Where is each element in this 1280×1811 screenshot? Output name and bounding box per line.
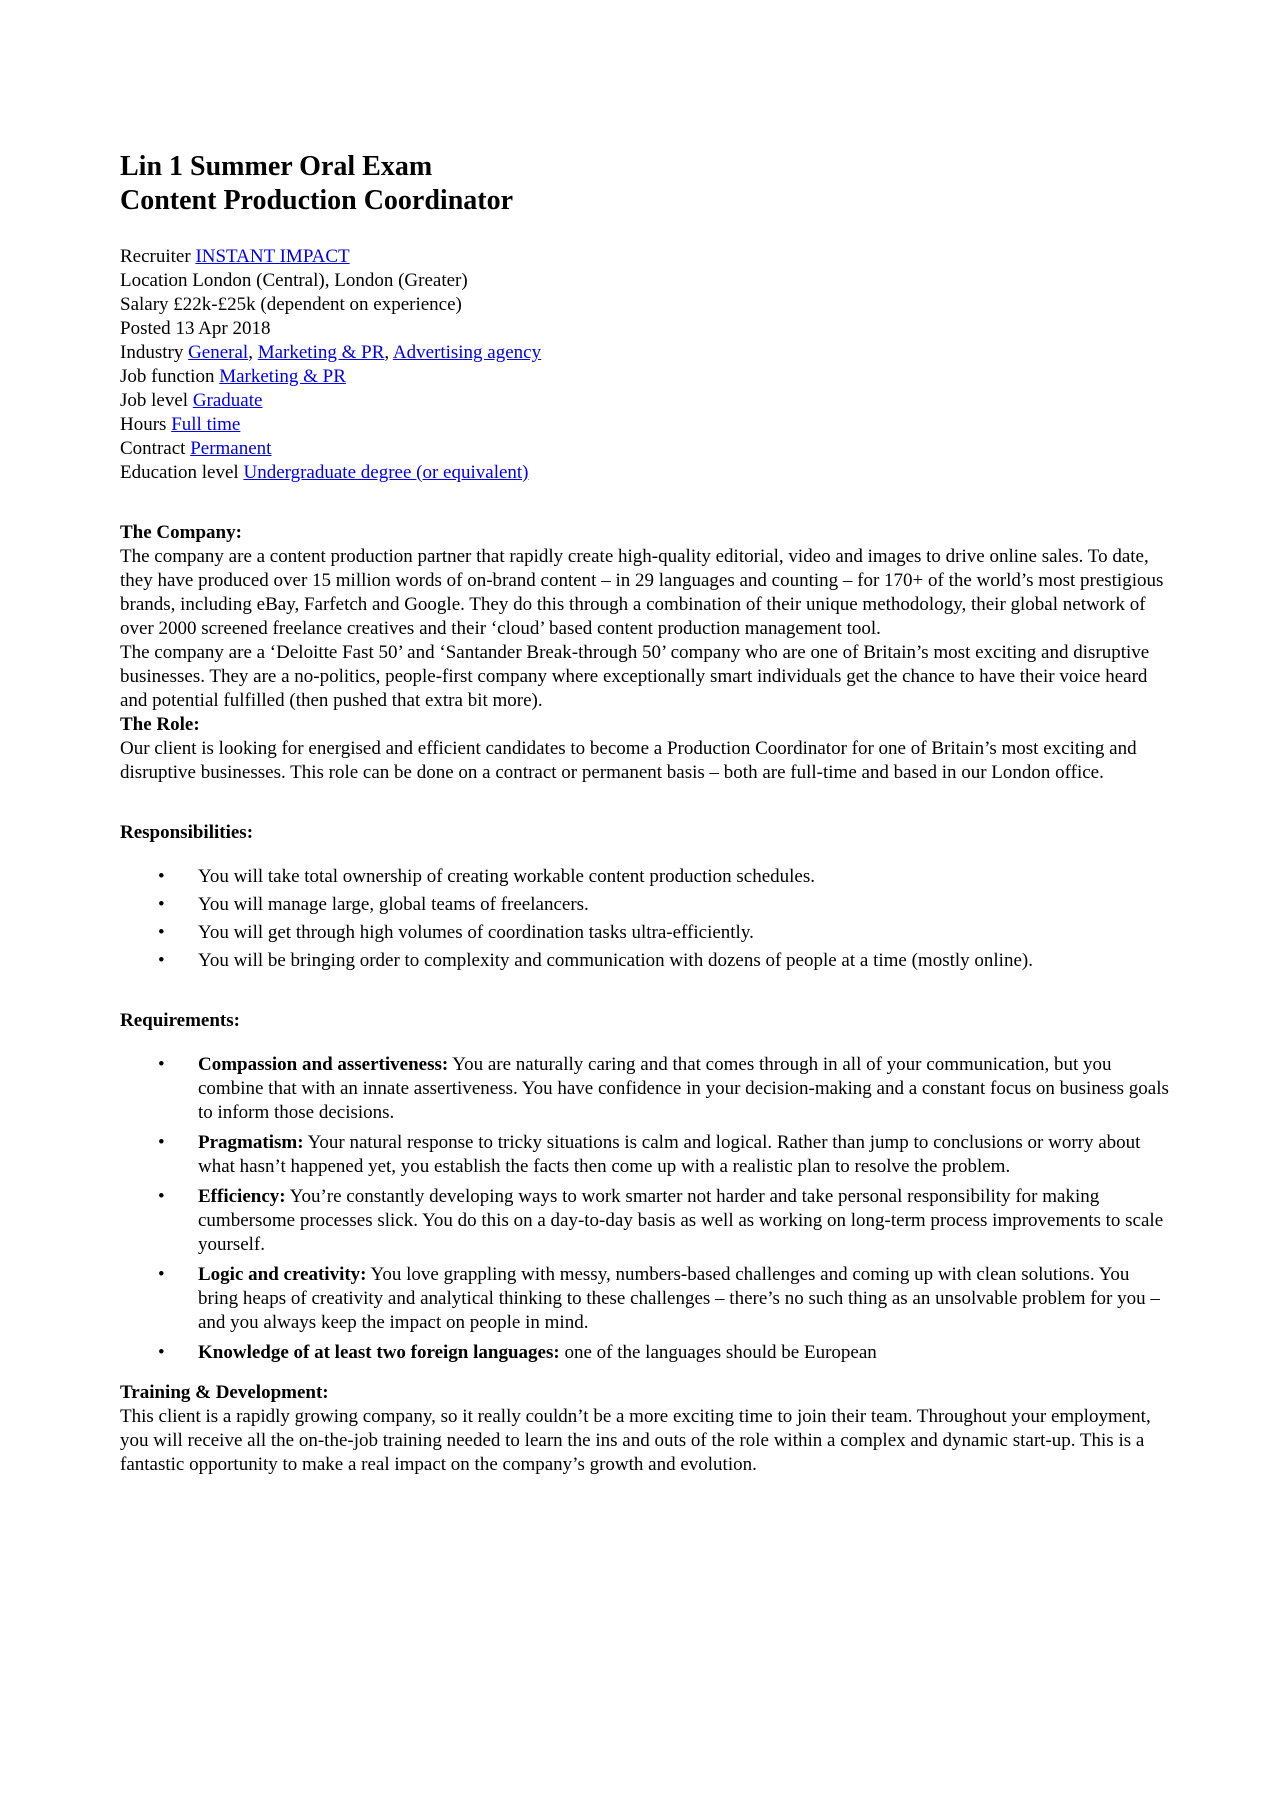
list-item [120, 1263, 1170, 1335]
document-page [120, 150, 1170, 1477]
job-function-label: Job function [120, 366, 215, 387]
training-heading: Training & Development: [120, 1382, 329, 1403]
education-label: Education level [120, 462, 239, 483]
posted-value: 13 Apr 2018 [175, 318, 271, 339]
page-title [120, 150, 1170, 218]
recruiter-link[interactable]: INSTANT IMPACT [195, 246, 350, 267]
contract-label: Contract [120, 438, 186, 459]
requirement-text: You’re constantly developing ways to work smarter not harder and take personal responsibility for making cumbersome processes slick. You do this on a day-to-day basis as well as working on long-term process improvements to scale yourself. [198, 1186, 1164, 1255]
bullet-icon: • [158, 1186, 165, 1207]
industry-link-general[interactable]: General [188, 342, 249, 363]
company-paragraph-1: The company are a content production partner that rapidly create high-quality editorial, video and images to drive online sales. To date, they have produced over 15 million words of on-brand content – in 29 languages and counting – for 170+ of the world’s most prestigious brands, including eBay, Farfetch and Google. They do this through a combination of their unique methodology, their global network of over 2000 screened freelance creatives and their ‘cloud’ based content production management tool. [120, 546, 1164, 639]
industry-link-advertising[interactable]: Advertising agency [392, 342, 542, 363]
contract-link[interactable]: Permanent [190, 438, 272, 459]
bullet-icon: • [158, 1264, 165, 1285]
salary-value: £22k-£25k (dependent on experience) [173, 294, 462, 315]
job-level-link[interactable]: Graduate [192, 390, 263, 411]
title-line-2: Content Production Coordinator [120, 185, 514, 216]
meta-industry: Industry General, Marketing & PR, Advertising agency [120, 342, 542, 363]
requirement-term: Efficiency: [198, 1186, 286, 1207]
bullet-icon: • [158, 1054, 165, 1075]
location-value: London (Central), London (Greater) [192, 270, 468, 291]
job-function-link[interactable]: Marketing & PR [219, 366, 346, 387]
requirement-term: Pragmatism: [198, 1132, 304, 1153]
meta-hours [120, 413, 1170, 437]
bullet-icon: • [158, 1132, 165, 1153]
education-link[interactable]: Undergraduate degree (or equivalent) [243, 462, 529, 483]
meta-recruiter [120, 245, 1170, 269]
bullet-icon: • [158, 1342, 165, 1363]
requirement-term: Compassion and assertiveness: [198, 1054, 449, 1075]
training-paragraph: This client is a rapidly growing company, so it really couldn’t be a more exciting time to join their team. Throughout your employment, you will receive all the on-the-job training needed to learn the ins and outs of the role within a complex and dynamic start-up. This is a fantastic opportunity to make a real impact on the company’s growth and evolution. [120, 1406, 1151, 1475]
role-paragraph: Our client is looking for energised and efficient candidates to become a Production Coordinator for one of Britain’s most exciting and disruptive businesses. This role can be done on a contract or permanent basis – both are full-time and based in our London office. [120, 738, 1137, 783]
title-line-1: Lin 1 Summer Oral Exam [120, 151, 433, 182]
meta-job-level [120, 389, 1170, 413]
responsibility-text: You will manage large, global teams of freelancers. [198, 894, 589, 915]
list-item [120, 1053, 1170, 1125]
job-meta [120, 245, 1170, 485]
responsibility-text: You will get through high volumes of coordination tasks ultra-efficiently. [198, 922, 754, 943]
list-item [120, 893, 1170, 917]
responsibility-text: You will be bringing order to complexity and communication with dozens of people at a time (mostly online). [198, 950, 1033, 971]
hours-label: Hours [120, 414, 167, 435]
role-heading: The Role: [120, 714, 200, 735]
responsibility-text: You will take total ownership of creating workable content production schedules. [198, 866, 816, 887]
meta-location [120, 269, 1170, 293]
list-item [120, 949, 1170, 973]
training-section [120, 1381, 1170, 1477]
requirement-text: Your natural response to tricky situations is calm and logical. Rather than jump to conclusions or worry about what hasn’t happened yet, you establish the facts then come up with a realistic plan to resolve the problem. [198, 1132, 1141, 1177]
meta-job-function [120, 365, 1170, 389]
company-heading: The Company: [120, 522, 242, 543]
bullet-icon: • [158, 866, 165, 887]
industry-link-marketing[interactable]: Marketing & PR [257, 342, 385, 363]
location-label: Location [120, 270, 188, 291]
requirement-term: Knowledge of at least two foreign languages: [198, 1342, 560, 1363]
posted-label: Posted [120, 318, 171, 339]
list-item [120, 865, 1170, 889]
requirement-text: one of the languages should be European [559, 1342, 877, 1363]
meta-contract [120, 437, 1170, 461]
requirements-list [120, 1053, 1170, 1365]
bullet-icon: • [158, 922, 165, 943]
responsibilities-heading: Responsibilities: [120, 822, 254, 843]
industry-label: Industry [120, 342, 184, 363]
recruiter-label: Recruiter [120, 246, 191, 267]
hours-link[interactable]: Full time [171, 414, 241, 435]
requirements-heading: Requirements: [120, 1010, 240, 1031]
list-item [120, 1341, 1170, 1365]
company-paragraph-2: The company are a ‘Deloitte Fast 50’ and ‘Santander Break-through 50’ company who are one of Britain’s most exciting and disruptive businesses. They are a no-politics, people-first company where exceptionally smart individuals get the chance to have their voice heard and potential fulfilled (then pushed that extra bit more). [120, 642, 1150, 711]
meta-education [120, 461, 1170, 485]
salary-label: Salary [120, 294, 169, 315]
list-item [120, 1185, 1170, 1257]
list-item [120, 921, 1170, 945]
bullet-icon: • [158, 894, 165, 915]
bullet-icon: • [158, 950, 165, 971]
requirements-section [120, 1009, 1170, 1365]
responsibilities-section [120, 821, 1170, 973]
list-item [120, 1131, 1170, 1179]
responsibilities-list [120, 865, 1170, 973]
role-section [120, 713, 1170, 785]
meta-salary [120, 293, 1170, 317]
company-section [120, 521, 1170, 713]
requirement-text: You love grappling with messy, numbers-based challenges and coming up with clean solutions. You bring heaps of creativity and analytical thinking to these challenges – there’s no such thing as an unsolvable problem for you – and you always keep the impact on people in mind. [198, 1264, 1160, 1333]
requirement-text: You are naturally caring and that comes through in all of your communication, but you combine that with an innate assertiveness. You have confidence in your decision-making and a constant focus on business goals to inform those decisions. [198, 1054, 1169, 1123]
meta-posted [120, 317, 1170, 341]
requirement-term: Logic and creativity: [198, 1264, 367, 1285]
job-level-label: Job level [120, 390, 189, 411]
